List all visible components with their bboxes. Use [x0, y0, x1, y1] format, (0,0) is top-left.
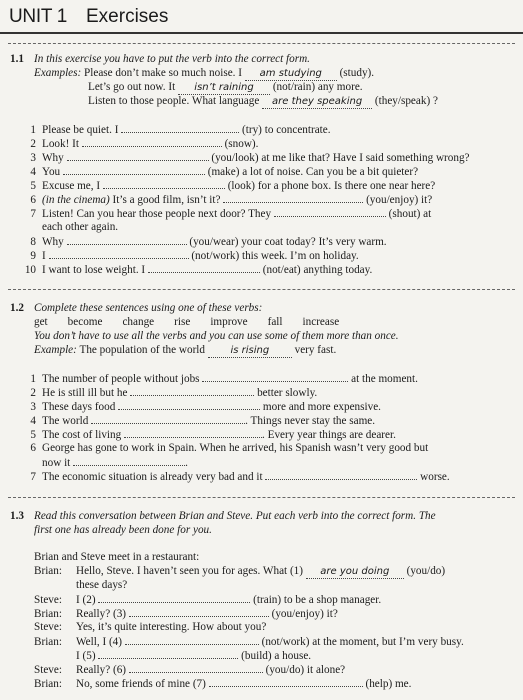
- answer-blank[interactable]: [67, 235, 187, 245]
- exercise-number: 1.1: [10, 53, 24, 65]
- answer-blank[interactable]: [129, 663, 263, 673]
- example-2: Let’s go out now. It isn’t raining (not/rain) any more.: [88, 81, 363, 93]
- list-item: 1 The number of people without jobs at the moment.: [30, 373, 418, 385]
- page-header: [0, 0, 523, 34]
- instructions: Complete these sentences using one of these verbs:: [34, 302, 263, 314]
- answer-blank[interactable]: [82, 137, 222, 147]
- answer-blank[interactable]: [73, 456, 185, 466]
- list-item: 6 George has gone to work in Spain. When he arrived, his Spanish wasn’t very good but: [30, 442, 429, 454]
- answer-blank[interactable]: [121, 123, 239, 133]
- dialogue-line: Steve: I (2) (train) to be a shop manager.: [34, 594, 382, 606]
- answer-blank[interactable]: [274, 207, 386, 217]
- answer-blank[interactable]: [223, 193, 363, 203]
- list-item: 10 I want to lose weight. I (not/eat) anything today.: [24, 264, 373, 276]
- verb-item: change: [122, 316, 155, 328]
- answer-blank[interactable]: [103, 179, 225, 189]
- answer-blank[interactable]: [124, 428, 262, 438]
- answer-blank[interactable]: [129, 607, 269, 617]
- answer-blank[interactable]: [98, 649, 238, 659]
- unit-label: UNIT 1: [9, 6, 68, 27]
- verb-item: increase: [302, 316, 340, 328]
- verb-list: [34, 316, 359, 329]
- section-divider: [8, 289, 515, 290]
- list-item: 7 The economic situation is already very bad and it worse.: [30, 471, 450, 483]
- dialogue-line: Brian: Hello, Steve. I haven’t seen you for ages. What (1) are you doing (you/do): [34, 565, 446, 577]
- answer-blank[interactable]: [91, 414, 245, 424]
- list-item: 2 Look! It (snow).: [30, 138, 259, 150]
- instructions-line-2: first one has already been done for you.: [34, 524, 212, 536]
- instructions: In this exercise you have to put the verb into the correct form.: [34, 53, 310, 65]
- example-3: Listen to those people. What language are they speaking (they/speak) ?: [88, 95, 438, 107]
- answer-blank[interactable]: [202, 372, 348, 382]
- list-item: 5 The cost of living . Every year things are dearer.: [30, 429, 396, 441]
- answer-blank[interactable]: [118, 400, 260, 410]
- list-item: 6 (in the cinema) It’s a good film, isn’t it? (you/enjoy) it?: [30, 194, 433, 206]
- verb-item: get: [34, 316, 48, 328]
- verb-item: improve: [210, 316, 248, 328]
- answer-blank[interactable]: [130, 386, 254, 396]
- section-divider: [8, 497, 515, 498]
- dialogue-line-continued: I (5) (build) a house.: [76, 650, 312, 662]
- answer-blank[interactable]: [148, 263, 260, 273]
- verb-item: fall: [267, 316, 283, 328]
- answer-blank[interactable]: [265, 470, 417, 480]
- page-title: Exercises: [86, 6, 169, 27]
- verb-item: become: [67, 316, 103, 328]
- list-item: 5 Excuse me, I (look) for a phone box. Is there one near here?: [30, 180, 436, 192]
- list-item: 1 Please be quiet. I (try) to concentrate.: [30, 124, 331, 136]
- header-rule: [0, 32, 523, 34]
- list-item: 2 He is still ill but he better slowly.: [30, 387, 318, 399]
- list-item: 7 Listen! Can you hear those people next door? They (shout) at: [30, 208, 432, 220]
- dialogue-line: Steve: Really? (6) (you/do) it alone?: [34, 664, 346, 676]
- list-item: 4 The world . Things never stay the same.: [30, 415, 376, 427]
- answer-blank[interactable]: [63, 165, 205, 175]
- verb-item: rise: [174, 316, 191, 328]
- dialogue-line: Brian: Well, I (4) (not/work) at the moment, but I’m very busy.: [34, 636, 464, 648]
- exercise-number: 1.3: [10, 510, 24, 522]
- section-divider: [8, 43, 515, 44]
- answer-blank[interactable]: [209, 677, 363, 687]
- answer-blank[interactable]: [49, 249, 189, 259]
- list-item: 3 Why (you/look) at me like that? Have I said something wrong?: [30, 152, 470, 164]
- answer-blank[interactable]: [98, 593, 250, 603]
- list-item: 9 I (not/work) this week. I’m on holiday.: [30, 250, 359, 262]
- list-item: 3 These days food more and more expensive.: [30, 401, 381, 413]
- dialogue-line: Brian: Really? (3) (you/enjoy) it?: [34, 608, 338, 620]
- instructions: Read this conversation between Brian and Steve. Put each verb into the correct form. The: [34, 510, 436, 522]
- dialogue-line: Brian: No, some friends of mine (7) (help) me.: [34, 678, 412, 690]
- list-item: 8 Why (you/wear) your coat today? It’s very warm.: [30, 236, 387, 248]
- list-item-continued: now it .: [42, 457, 188, 469]
- list-item-continued: each other again.: [42, 221, 119, 233]
- dialogue-line-continued: these days?: [76, 579, 128, 591]
- answer-blank[interactable]: [67, 151, 209, 161]
- exercise-number: 1.2: [10, 302, 24, 314]
- list-item: 4 You (make) a lot of noise. Can you be a bit quieter?: [30, 166, 419, 178]
- instructions-note: You don’t have to use all the verbs and you can use some of them more than once.: [34, 330, 399, 342]
- example: Example: The population of the world is rising very fast.: [34, 344, 337, 356]
- example-1: Examples: Please don’t make so much noise. I am studying (study).: [34, 67, 375, 79]
- answer-blank[interactable]: [125, 635, 259, 645]
- conversation-intro: Brian and Steve meet in a restaurant:: [34, 551, 200, 563]
- dialogue-line: Steve: Yes, it’s quite interesting. How about you?: [34, 621, 267, 633]
